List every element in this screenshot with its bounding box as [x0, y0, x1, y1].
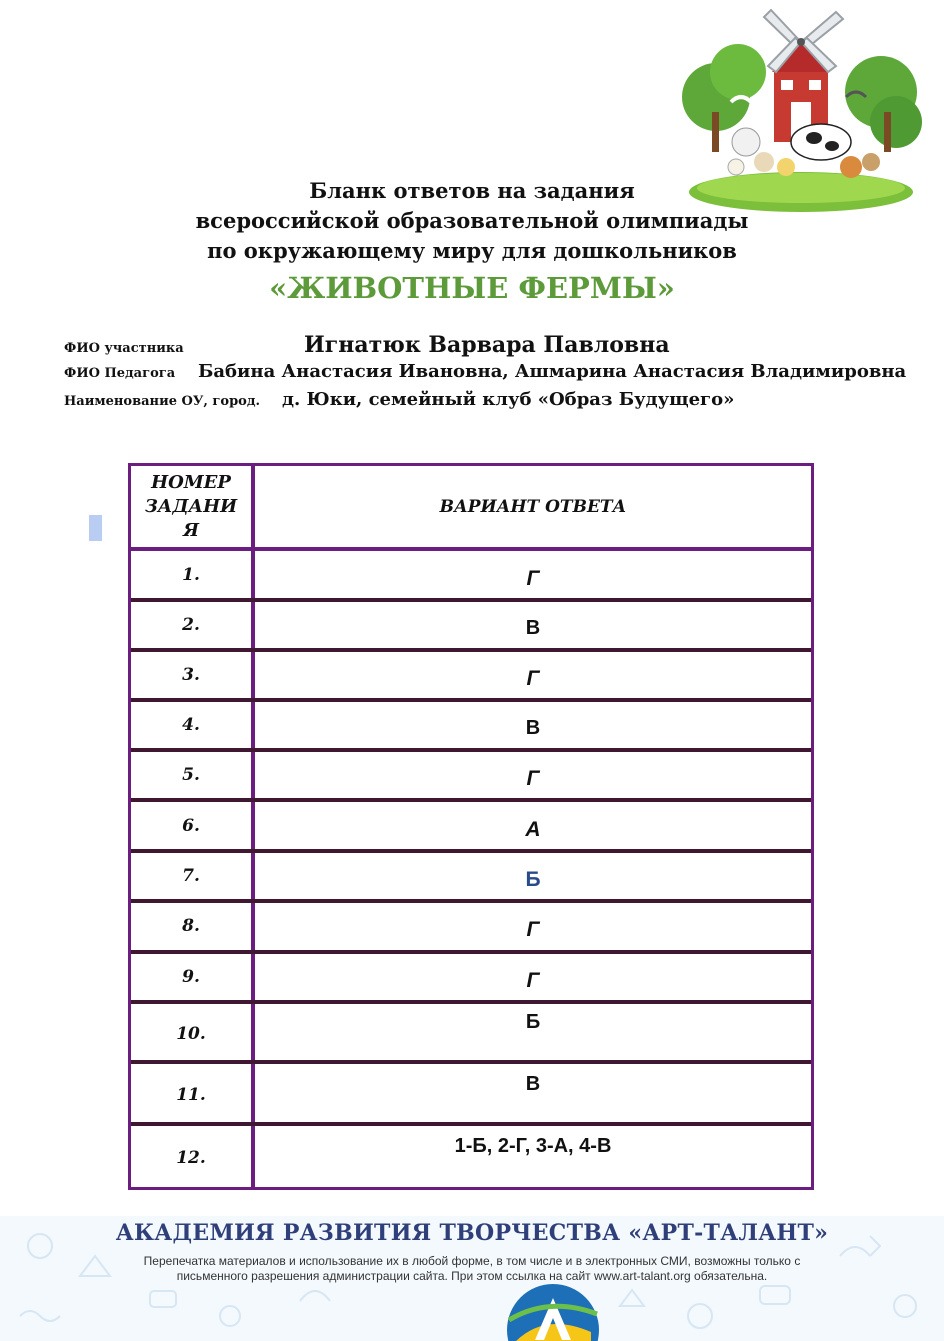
answer-8: Г	[526, 918, 540, 941]
title-line-3: по окружающему миру для дошкольников	[207, 238, 737, 263]
answer-2: В	[525, 617, 541, 639]
art-talant-logo	[505, 1280, 601, 1341]
answer-table	[128, 463, 814, 1190]
row-separator	[131, 1122, 811, 1126]
task-number-3: 3.	[182, 665, 200, 685]
task-number-5: 5.	[182, 765, 200, 785]
school-row	[64, 389, 734, 410]
answer-6: А	[525, 818, 541, 841]
row-separator	[131, 899, 811, 903]
school-name: д. Юки, семейный клуб «Образ Будущего»	[282, 389, 735, 410]
task-number-12: 12.	[176, 1148, 206, 1168]
copyright-notice-line-1: Перепечатка материалов и использование их в любой форме, в том числе и в электронных СМИ, возможны только с	[143, 1254, 801, 1268]
teacher-row	[64, 361, 906, 382]
task-number-6: 6.	[182, 816, 200, 836]
answer-10: Б	[525, 1011, 541, 1033]
answer-9: Г	[526, 969, 540, 992]
row-separator	[131, 698, 811, 702]
task-number-1: 1.	[182, 565, 200, 585]
answer-7: Б	[525, 868, 541, 891]
text-cursor	[89, 515, 102, 541]
row-separator	[131, 748, 811, 752]
task-number-10: 10.	[176, 1024, 206, 1044]
task-number-11: 11.	[176, 1085, 206, 1105]
teacher-name: Бабина Анастасия Ивановна, Ашмарина Анастасия Владимировна	[198, 361, 907, 382]
task-number-7: 7.	[182, 866, 200, 886]
task-number-2: 2.	[182, 615, 200, 635]
title-line-2: всероссийской образовательной олимпиады	[195, 208, 749, 233]
row-separator	[131, 849, 811, 853]
participant-name: Игнатюк Варвара Павловна	[304, 332, 670, 358]
header-task-number: НОМЕР ЗАДАНИ Я	[144, 472, 238, 541]
answer-3: Г	[526, 667, 540, 690]
row-separator	[131, 598, 811, 602]
footer	[0, 1216, 944, 1341]
participant-row	[64, 332, 670, 358]
form-title	[0, 176, 944, 308]
school-label: Наименование ОУ, город.	[64, 394, 261, 409]
copyright-notice-line-2: письменного разрешения администрации сайта. При этом ссылка на сайт www.art-talant.org обязательна.	[176, 1269, 768, 1283]
olympiad-name: «ЖИВОТНЫЕ ФЕРМЫ»	[269, 271, 675, 305]
answer-1: Г	[526, 567, 540, 590]
academy-name: АКАДЕМИЯ РАЗВИТИЯ ТВОРЧЕСТВА «АРТ-ТАЛАНТ»	[115, 1220, 829, 1246]
participant-label: ФИО участника	[64, 341, 184, 356]
task-number-9: 9.	[182, 967, 200, 987]
row-separator	[131, 798, 811, 802]
answer-5: Г	[526, 767, 540, 790]
title-line-1: Бланк ответов на задания	[309, 178, 635, 203]
row-separator	[131, 1000, 811, 1004]
answer-11: В	[525, 1073, 541, 1095]
header-separator	[131, 547, 811, 551]
header-answer-option: ВАРИАНТ ОТВЕТА	[439, 497, 627, 517]
answer-12: 1-Б, 2-Г, 3-А, 4-В	[454, 1135, 612, 1157]
teacher-label: ФИО Педагога	[64, 366, 176, 381]
task-number-4: 4.	[182, 715, 200, 735]
row-separator	[131, 950, 811, 954]
row-separator	[131, 1060, 811, 1064]
answer-4: В	[525, 717, 541, 739]
task-number-8: 8.	[182, 916, 200, 936]
row-separator	[131, 648, 811, 652]
